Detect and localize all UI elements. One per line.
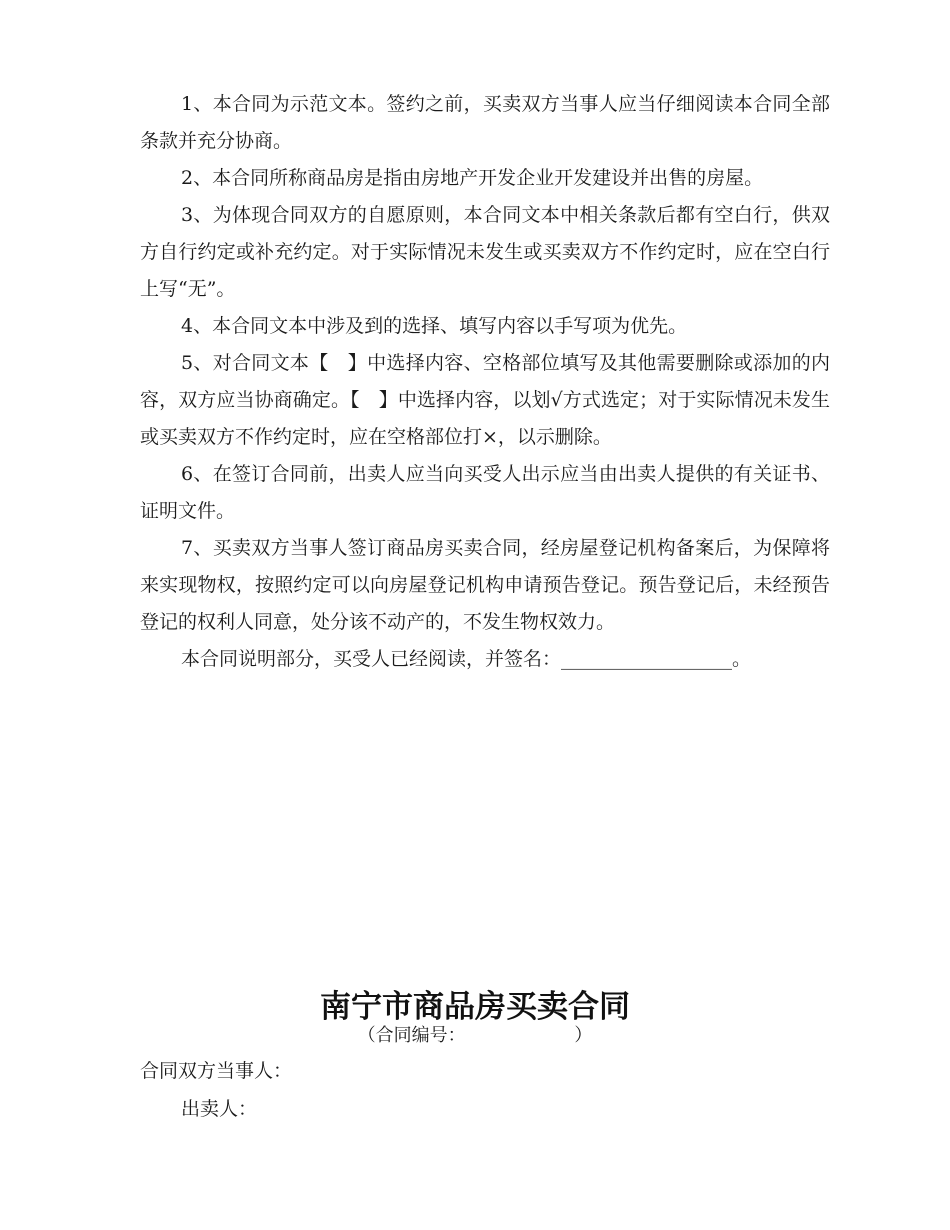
instruction-item-5: 5、对合同文本【 】中选择内容、空格部位填写及其他需要删除或添加的内容，双方应当协商确定。【 】中选择内容，以划√方式选定；对于实际情况未发生或买卖双方不作约定时，应在空格部位打×，以示删除。: [140, 352, 830, 448]
instruction-item-3: 3、为体现合同双方的自愿原则，本合同文本中相关条款后都有空白行，供双方自行约定或补充约定。对于实际情况未发生或买卖双方不作约定时，应在空白行上写“无”。: [140, 204, 830, 300]
instruction-item-6: 6、在签订合同前，出卖人应当向买受人出示应当由出卖人提供的有关证书、证明文件。: [140, 463, 830, 522]
contract-instructions: [140, 86, 830, 678]
instruction-item-2: 2、本合同所称商品房是指由房地产开发企业开发建设并出售的房屋。: [181, 167, 764, 189]
contract-number-label: （合同编号： ）: [357, 1025, 593, 1046]
instruction-item-7: 7、买卖双方当事人签订商品房买卖合同，经房屋登记机构备案后，为保障将来实现物权，按照约定可以向房屋登记机构申请预告登记。预告登记后，未经预告登记的权利人同意，处分该不动产的，不发生物权效力。: [140, 537, 830, 633]
instruction-item-1: 1、本合同为示范文本。签约之前，买卖双方当事人应当仔细阅读本合同全部条款并充分协商。: [140, 93, 830, 152]
instruction-item-4: 4、本合同文本中涉及到的选择、填写内容以手写项为优先。: [181, 315, 688, 337]
seller-label: 出卖人：: [181, 1098, 258, 1120]
contract-parties-label: 合同双方当事人：: [140, 1060, 293, 1082]
contract-title: 南宁市商品房买卖合同: [320, 989, 630, 1025]
buyer-signature-statement: 本合同说明部分，买受人已经阅读，并签名：__________________。: [181, 648, 752, 670]
